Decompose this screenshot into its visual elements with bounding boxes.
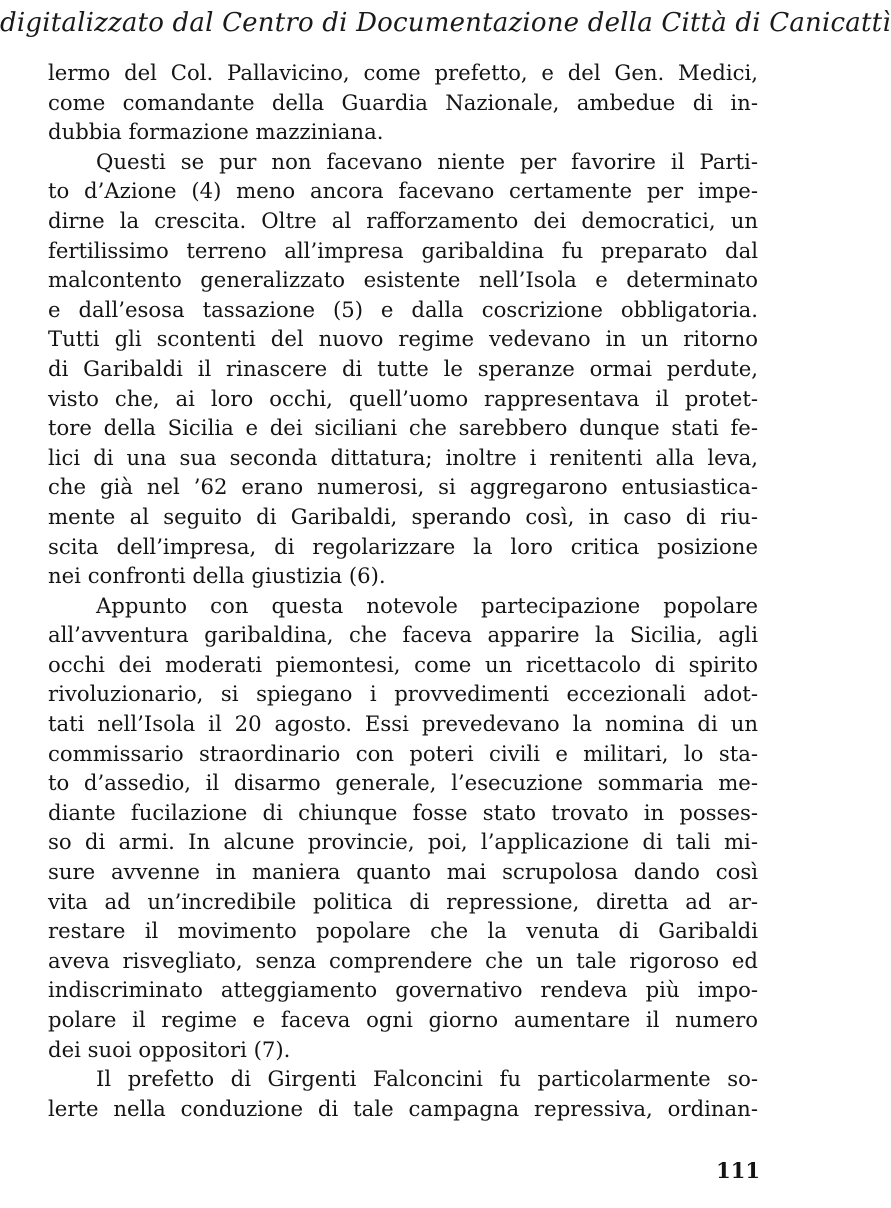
text-line: indiscriminato atteggiamento governativo rendeva più impo- — [48, 977, 758, 1003]
text-line: dirne la crescita. Oltre al rafforzamento dei democratici, un — [48, 207, 758, 233]
text-line: occhi dei moderati piemontesi, come un ricettacolo di spirito — [48, 651, 758, 677]
text-line: all’avventura garibaldina, che faceva apparire la Sicilia, agli — [48, 622, 758, 648]
text-line: to d’Azione (4) meno ancora facevano certamente per impe- — [48, 178, 758, 204]
text-line: Il prefetto di Girgenti Falconcini fu particolarmente so- — [96, 1066, 758, 1092]
text-line: lici di una sua seconda dittatura; inoltre i renitenti alla leva, — [48, 444, 758, 470]
text-line: lermo del Col. Pallavicino, come prefetto, e del Gen. Medici, — [48, 60, 758, 85]
text-line: nei confronti della giustizia (6). — [48, 563, 386, 589]
text-line: rivoluzionario, si spiegano i provvedimenti eccezionali adot- — [48, 681, 758, 707]
text-line: dei suoi oppositori (7). — [48, 1036, 291, 1062]
text-line: diante fucilazione di chiunque fosse stato trovato in posses- — [48, 799, 758, 825]
text-line: tati nell’Isola il 20 agosto. Essi prevedevano la nomina di un — [48, 711, 758, 737]
text-line: to d’assedio, il disarmo generale, l’esecuzione sommaria me- — [48, 770, 758, 796]
text-line: che già nel ’62 erano numerosi, si aggregarono entusiastica- — [48, 474, 758, 500]
text-line: sure avvenne in maniera quanto mai scrupolosa dando così — [48, 859, 758, 885]
text-line: di Garibaldi il rinascere di tutte le speranze ormai perdute, — [48, 355, 758, 381]
page-body-text — [48, 58, 758, 1123]
text-line: lerte nella conduzione di tale campagna repressiva, ordinan- — [48, 1095, 758, 1121]
page-number: 111 — [716, 1158, 760, 1183]
text-line: dubbia formazione mazziniana. — [48, 119, 384, 145]
text-line: Appunto con questa notevole partecipazione popolare — [96, 592, 758, 618]
digitization-watermark: digitalizzato dal Centro di Documentazione della Città di Canicattì — [0, 8, 891, 38]
text-line: commissario straordinario con poteri civili e militari, lo sta- — [48, 740, 758, 766]
text-line: come comandante della Guardia Nazionale, ambedue di in- — [48, 89, 758, 115]
text-line: mente al seguito di Garibaldi, sperando così, in caso di riu- — [48, 503, 758, 529]
text-line: visto che, ai loro occhi, quell’uomo rappresentava il protet- — [48, 385, 758, 411]
text-line: restare il movimento popolare che la venuta di Garibaldi — [48, 918, 758, 944]
text-line: fertilissimo terreno all’impresa garibaldina fu preparato dal — [48, 237, 758, 263]
text-line: malcontento generalizzato esistente nell’Isola e determinato — [48, 267, 758, 293]
text-line: scita dell’impresa, di regolarizzare la loro critica posizione — [48, 533, 758, 559]
text-line: Questi se pur non facevano niente per favorire il Parti- — [96, 148, 758, 174]
text-line: Tutti gli scontenti del nuovo regime vedevano in un ritorno — [48, 326, 758, 352]
text-line: vita ad un’incredibile politica di repressione, diretta ad ar- — [48, 888, 758, 914]
text-line: aveva risvegliato, senza comprendere che un tale rigoroso ed — [48, 947, 758, 973]
text-line: so di armi. In alcune provincie, poi, l’applicazione di tali mi- — [48, 829, 758, 855]
text-line: e dall’esosa tassazione (5) e dalla coscrizione obbligatoria. — [48, 296, 758, 322]
text-line: tore della Sicilia e dei siciliani che sarebbero dunque stati fe- — [48, 415, 758, 441]
text-line: polare il regime e faceva ogni giorno aumentare il numero — [48, 1007, 758, 1032]
